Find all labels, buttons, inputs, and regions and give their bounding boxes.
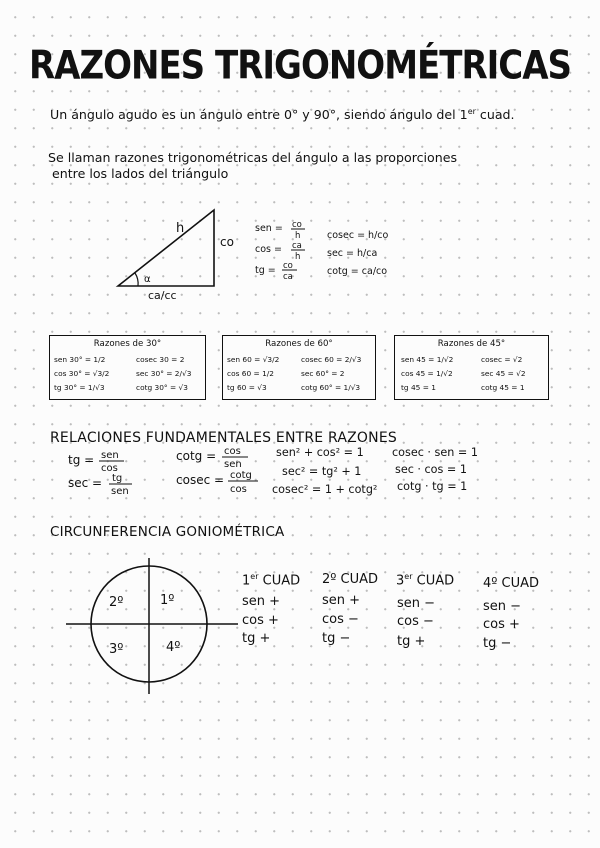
q1-tg-sign: tg + bbox=[242, 631, 271, 646]
box-45-degrees bbox=[394, 335, 549, 400]
relations-heading: RELACIONES FUNDAMENTALES ENTRE RAZONES bbox=[50, 430, 397, 446]
box-30-cell: tg 30° = 1/√3 bbox=[54, 383, 105, 392]
box-30-degrees bbox=[49, 335, 206, 400]
angle-arc bbox=[135, 273, 138, 286]
q4-tg-sign: tg − bbox=[483, 636, 512, 651]
box-60-cell: cotg 60° = 1/√3 bbox=[301, 383, 361, 392]
rel-product-1: cosec · sen = 1 bbox=[392, 446, 478, 459]
tg-denominator: ca bbox=[283, 272, 293, 280]
unit-circle-diagram bbox=[62, 556, 242, 696]
quadrant-2-heading: 2º CUAD bbox=[322, 572, 379, 587]
box-30-cell: cosec 30 = 2 bbox=[136, 355, 185, 364]
cotg-ratio: cotg = ca/co bbox=[327, 266, 388, 277]
tg-numerator: co bbox=[283, 261, 293, 271]
triangle-shape bbox=[118, 210, 214, 286]
box-60-cell: tg 60 = √3 bbox=[227, 383, 267, 392]
quadrant-1-heading-word: CUAD bbox=[258, 573, 301, 589]
q3-sen-sign: sen − bbox=[397, 596, 436, 611]
quadrant-1-heading-num: 1 bbox=[242, 573, 251, 589]
quadrant-3-heading bbox=[396, 572, 454, 588]
box-45-cell: cos 45 = 1/√2 bbox=[401, 369, 453, 378]
opposite-label: co bbox=[220, 235, 234, 249]
quadrant-4-label: 4º bbox=[166, 640, 181, 655]
quadrant-3-label: 3º bbox=[109, 642, 124, 657]
rel-sec-numerator: tg bbox=[112, 473, 123, 484]
box-45-cell: sec 45 = √2 bbox=[481, 369, 526, 378]
box-60-cell: cos 60 = 1/2 bbox=[227, 369, 274, 378]
page-title: RAZONES TRIGONOMÉTRICAS bbox=[28, 43, 572, 89]
rel-pythagorean-2: sec² = tg² + 1 bbox=[282, 465, 362, 478]
quadrant-4-heading: 4º CUAD bbox=[483, 576, 540, 591]
q3-cos-sign: cos − bbox=[397, 614, 434, 629]
rel-tg-numerator: sen bbox=[101, 450, 119, 461]
cos-numerator: ca bbox=[292, 241, 302, 251]
sen-denominator: h bbox=[295, 231, 301, 241]
angle-label: α bbox=[144, 274, 151, 285]
adjacent-label: ca/cc bbox=[148, 289, 177, 302]
intro-end: cuad. bbox=[475, 107, 515, 123]
rel-sec-denominator: sen bbox=[111, 486, 129, 497]
box-30-cell: sen 30° = 1/2 bbox=[54, 355, 106, 364]
q1-cos-sign: cos + bbox=[242, 613, 279, 628]
rel-cotg-label: cotg = bbox=[176, 449, 217, 463]
intro-text: Un ángulo agudo es un ángulo entre 0° y 90°, siendo ángulo del 1 bbox=[50, 107, 468, 123]
quadrant-1-heading-sup: er bbox=[250, 572, 259, 581]
intro-sentence bbox=[50, 107, 515, 122]
q2-cos-sign: cos − bbox=[322, 612, 359, 627]
sec-ratio: sec = h/ca bbox=[327, 248, 378, 259]
box-45-cell: cosec = √2 bbox=[481, 355, 523, 364]
box-60-degrees bbox=[222, 335, 376, 400]
rel-cosec-denominator: cos bbox=[230, 484, 247, 495]
rel-product-3: cotg · tg = 1 bbox=[397, 480, 468, 493]
rel-cotg-numerator: cos bbox=[224, 446, 241, 457]
rel-pythagorean-1: sen² + cos² = 1 bbox=[276, 446, 364, 459]
box-30-title: Razones de 30° bbox=[93, 339, 162, 349]
rel-sec-label: sec = bbox=[68, 476, 103, 490]
definition-line-1: Se llaman razones trigonométricas del ángulo a las proporciones bbox=[48, 150, 458, 165]
q2-sen-sign: sen + bbox=[322, 593, 361, 608]
sen-label: sen = bbox=[255, 223, 283, 234]
rel-tg-denominator: cos bbox=[101, 463, 118, 474]
basic-ratios bbox=[255, 216, 425, 280]
box-30-cell: cotg 30° = √3 bbox=[136, 383, 188, 392]
rel-cotg-denominator: sen bbox=[224, 459, 242, 470]
quadrant-1-label: 1º bbox=[160, 593, 175, 608]
q3-tg-sign: tg + bbox=[397, 634, 426, 649]
box-45-cell: sen 45 = 1/√2 bbox=[401, 355, 454, 364]
box-60-title: Razones de 60° bbox=[265, 339, 333, 349]
hypotenuse-label: h bbox=[176, 221, 185, 236]
circle-heading: CIRCUNFERENCIA GONIOMÉTRICA bbox=[50, 524, 285, 540]
q1-sen-sign: sen + bbox=[242, 594, 281, 609]
box-45-cell: tg 45 = 1 bbox=[401, 383, 436, 392]
quadrant-3-heading-sup: er bbox=[404, 572, 413, 581]
rel-tg-label: tg = bbox=[68, 453, 95, 467]
q2-tg-sign: tg − bbox=[322, 631, 351, 646]
box-60-cell: cosec 60 = 2/√3 bbox=[301, 355, 362, 364]
q4-sen-sign: sen − bbox=[483, 599, 522, 614]
rel-cosec-label: cosec = bbox=[176, 473, 225, 487]
quadrant-1-heading bbox=[242, 572, 300, 588]
cos-denominator: h bbox=[295, 252, 301, 262]
rel-product-2: sec · cos = 1 bbox=[395, 463, 467, 476]
quadrant-3-heading-word: CUAD bbox=[412, 573, 455, 589]
box-30-cell: sec 30° = 2/√3 bbox=[136, 369, 192, 378]
intro-superscript: er bbox=[467, 107, 476, 116]
box-45-title: Razones de 45° bbox=[437, 339, 506, 349]
sen-numerator: co bbox=[292, 220, 302, 230]
cosec-ratio: cosec = h/co bbox=[327, 230, 389, 241]
definition-line-2: entre los lados del triángulo bbox=[52, 166, 229, 181]
cos-label: cos = bbox=[255, 244, 282, 255]
rel-pythagorean-3: cosec² = 1 + cotg² bbox=[272, 483, 378, 496]
tg-label: tg = bbox=[255, 265, 276, 276]
box-60-cell: sec 60° = 2 bbox=[301, 369, 345, 378]
quadrant-2-label: 2º bbox=[109, 595, 124, 610]
quadrant-3-heading-num: 3 bbox=[396, 573, 405, 589]
box-45-cell: cotg 45 = 1 bbox=[481, 383, 525, 392]
box-30-cell: cos 30° = √3/2 bbox=[54, 369, 110, 378]
box-60-cell: sen 60 = √3/2 bbox=[227, 355, 280, 364]
right-triangle-diagram bbox=[110, 200, 270, 305]
q4-cos-sign: cos + bbox=[483, 617, 520, 632]
rel-cosec-numerator: cotg bbox=[230, 470, 252, 481]
